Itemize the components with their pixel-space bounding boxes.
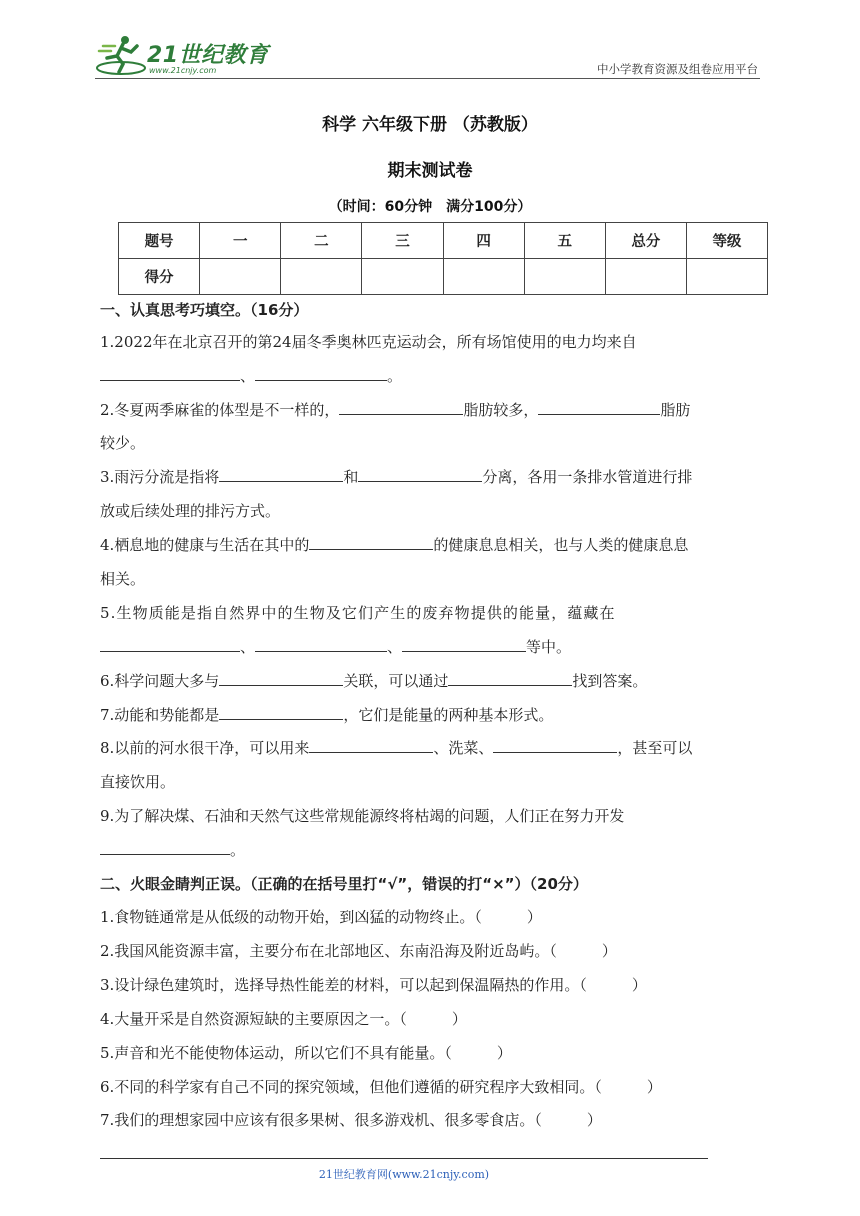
judgment-item[interactable]: 7.我们的理想家园中应该有很多果树、很多游戏机、很多零食店。（ ） bbox=[100, 1111, 602, 1129]
question-5-line1: 5.生物质能是指自然界中的生物及它们产生的废弃物提供的能量，蕴藏在 bbox=[100, 604, 616, 622]
answer-blank[interactable] bbox=[358, 467, 482, 482]
table-cell: 等级 bbox=[686, 223, 767, 259]
question-text: 7.动能和势能都是 bbox=[100, 706, 220, 724]
table-cell: 三 bbox=[362, 223, 443, 259]
table-cell: 题号 bbox=[119, 223, 200, 259]
runner-logo-icon bbox=[95, 32, 147, 76]
question-7-line bbox=[100, 705, 760, 725]
answer-blank[interactable] bbox=[339, 400, 463, 415]
score-input-cell[interactable] bbox=[524, 259, 605, 295]
question-text: 关联，可以通过 bbox=[343, 672, 449, 690]
logo-url: www.21cnjy.com bbox=[149, 66, 217, 75]
table-cell: 四 bbox=[443, 223, 524, 259]
question-text: 分离，各用一条排水管道进行排 bbox=[482, 468, 693, 486]
answer-blank[interactable] bbox=[100, 840, 230, 855]
judgment-item[interactable]: 1.食物链通常是从低级的动物开始，到凶猛的动物终止。（ ） bbox=[100, 908, 542, 926]
question-text: 等中。 bbox=[526, 638, 572, 656]
judgment-item[interactable]: 3.设计绿色建筑时，选择导热性能差的材料，可以起到保温隔热的作用。（ ） bbox=[100, 976, 647, 994]
table-cell: 得分 bbox=[119, 259, 200, 295]
question-9-line2 bbox=[100, 840, 760, 860]
score-input-cell[interactable] bbox=[362, 259, 443, 295]
answer-blank[interactable] bbox=[100, 366, 240, 381]
judgment-item[interactable]: 6.不同的科学家有自己不同的探究领域，但他们遵循的研究程序大致相同。（ ） bbox=[100, 1078, 662, 1096]
question-4-line1 bbox=[100, 535, 760, 555]
question-3-line1 bbox=[100, 467, 760, 487]
logo-text: 21世纪教育 bbox=[147, 43, 269, 68]
answer-blank[interactable] bbox=[100, 637, 240, 652]
question-1-line2 bbox=[100, 366, 760, 386]
question-3-line2: 放或后续处理的排污方式。 bbox=[100, 502, 281, 520]
question-5-line2 bbox=[100, 637, 760, 657]
answer-blank[interactable] bbox=[255, 366, 387, 381]
question-1-line1 bbox=[100, 332, 760, 352]
judgment-item[interactable]: 4.大量开采是自然资源短缺的主要原因之一。（ ） bbox=[100, 1010, 467, 1028]
answer-blank[interactable] bbox=[493, 738, 617, 753]
question-text: 2.冬夏两季麻雀的体型是不一样的， bbox=[100, 401, 340, 419]
exam-title: 科学 六年级下册 （苏教版） bbox=[322, 115, 538, 135]
footer-text[interactable]: 21世纪教育网(www.21cnjy.com) bbox=[318, 1168, 490, 1181]
question-text: 4.栖息地的健康与生活在其中的 bbox=[100, 536, 310, 554]
answer-blank[interactable] bbox=[448, 671, 572, 686]
question-text: 脂肪较多， bbox=[463, 401, 539, 419]
answer-blank[interactable] bbox=[538, 400, 660, 415]
exam-subtitle: 期末测试卷 bbox=[387, 161, 473, 181]
question-text: 6.科学问题大多与 bbox=[100, 672, 220, 690]
table-cell: 一 bbox=[200, 223, 281, 259]
table-cell: 五 bbox=[524, 223, 605, 259]
table-cell: 二 bbox=[281, 223, 362, 259]
question-text: ，它们是能量的两种基本形式。 bbox=[343, 706, 554, 724]
platform-name: 中小学教育资源及组卷应用平台 bbox=[597, 62, 758, 76]
question-4-line2: 相关。 bbox=[100, 570, 146, 588]
table-cell: 总分 bbox=[605, 223, 686, 259]
score-table-score-row bbox=[119, 259, 768, 295]
question-2-line1 bbox=[100, 400, 760, 420]
score-input-cell[interactable] bbox=[605, 259, 686, 295]
question-text: 的健康息息相关，也与人类的健康息息 bbox=[433, 536, 689, 554]
question-8-line1 bbox=[100, 738, 760, 758]
question-text: 、 bbox=[240, 367, 256, 385]
header-divider bbox=[95, 78, 760, 79]
question-text: 。 bbox=[387, 367, 403, 385]
exam-time-score: （时间：60分钟 满分100分） bbox=[328, 199, 532, 215]
footer-divider bbox=[100, 1158, 708, 1159]
question-text: 找到答案。 bbox=[572, 672, 648, 690]
question-text: 脂肪 bbox=[660, 401, 691, 419]
question-text: ，甚至可以 bbox=[617, 739, 693, 757]
answer-blank[interactable] bbox=[255, 637, 387, 652]
score-input-cell[interactable] bbox=[443, 259, 524, 295]
answer-blank[interactable] bbox=[219, 467, 343, 482]
score-input-cell[interactable] bbox=[200, 259, 281, 295]
score-input-cell[interactable] bbox=[281, 259, 362, 295]
question-9-line1: 9.为了解决煤、石油和天然气这些常规能源终将枯竭的问题，人们正在努力开发 bbox=[100, 807, 625, 825]
question-text: 3.雨污分流是指将 bbox=[100, 468, 220, 486]
question-text: 、洗菜、 bbox=[433, 739, 494, 757]
answer-blank[interactable] bbox=[219, 671, 343, 686]
judgment-item[interactable]: 5.声音和光不能使物体运动，所以它们不具有能量。（ ） bbox=[100, 1044, 512, 1062]
score-table-header-row bbox=[119, 223, 768, 259]
section1-heading: 一、认真思考巧填空。（16分） bbox=[100, 301, 309, 319]
answer-blank[interactable] bbox=[219, 705, 343, 720]
question-text: 。 bbox=[230, 841, 246, 859]
question-text: 1.2022年在北京召开的第24届冬季奥林匹克运动会，所有场馆使用的电力均来自 bbox=[100, 333, 637, 351]
section2-heading: 二、火眼金睛判正误。（正确的在括号里打“√”，错误的打“×”）（20分） bbox=[100, 875, 588, 893]
question-2-line2: 较少。 bbox=[100, 434, 146, 452]
question-text: 、 bbox=[387, 638, 403, 656]
judgment-item[interactable]: 2.我国风能资源丰富，主要分布在北部地区、东南沿海及附近岛屿。（ ） bbox=[100, 942, 617, 960]
question-text: 和 bbox=[343, 468, 359, 486]
answer-blank[interactable] bbox=[309, 738, 433, 753]
page-header bbox=[95, 28, 760, 78]
question-8-line2: 直接饮用。 bbox=[100, 773, 176, 791]
question-text: 、 bbox=[240, 638, 256, 656]
answer-blank[interactable] bbox=[309, 535, 433, 550]
question-text: 8.以前的河水很干净，可以用来 bbox=[100, 739, 310, 757]
answer-blank[interactable] bbox=[402, 637, 526, 652]
score-input-cell[interactable] bbox=[686, 259, 767, 295]
score-table bbox=[118, 222, 768, 295]
question-6-line bbox=[100, 671, 760, 691]
